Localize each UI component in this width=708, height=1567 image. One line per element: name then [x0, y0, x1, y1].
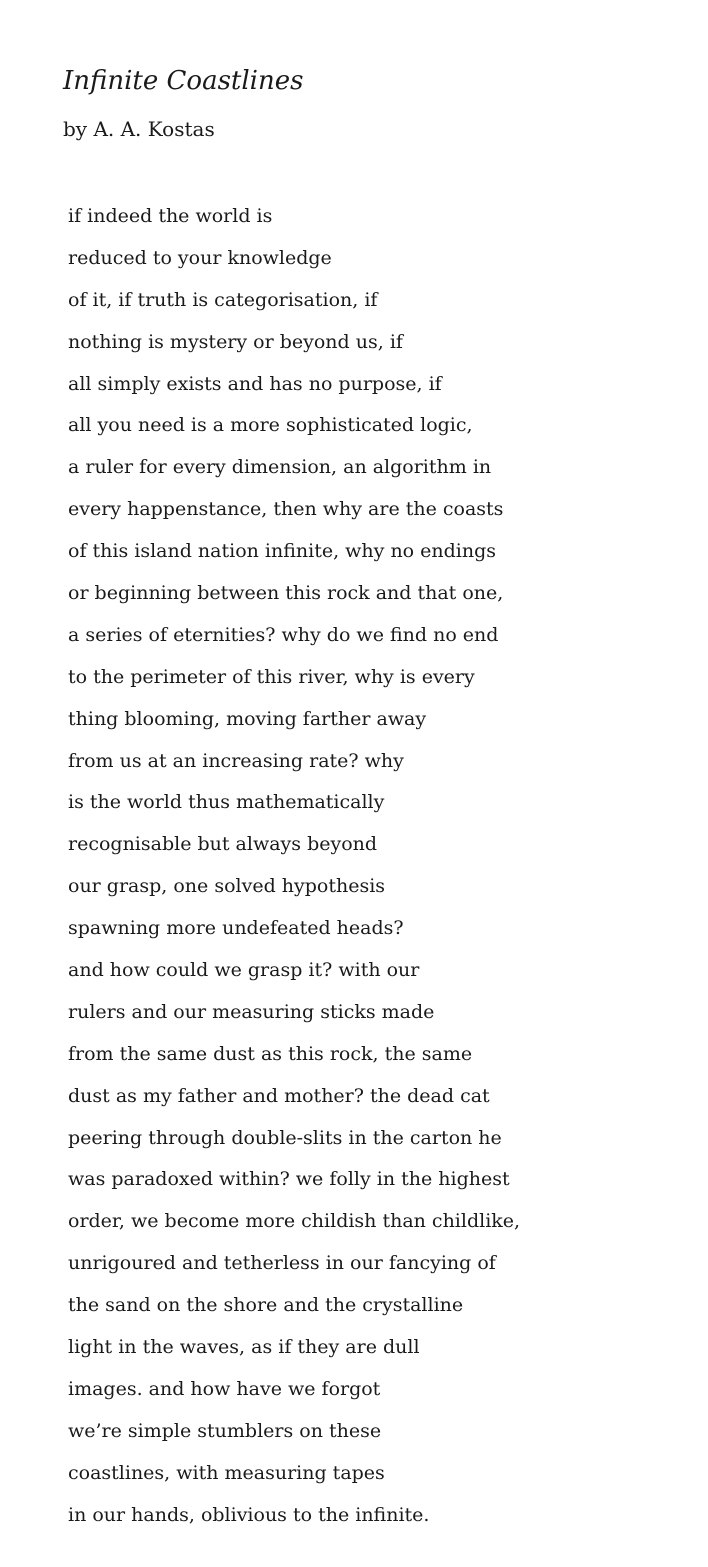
poem-line: from us at an increasing rate? why [68, 749, 404, 772]
poem-line: a ruler for every dimension, an algorithm in [68, 456, 492, 479]
poem-line: if indeed the world is [68, 205, 273, 227]
poem-line: from the same dust as this rock, the same [68, 1042, 473, 1065]
poem-line: is the world thus mathematically [68, 791, 385, 814]
poem-line: coastlines, with measuring tapes [68, 1461, 385, 1484]
poem-line: of it, if truth is categorisation, if [68, 288, 378, 311]
poem-line: our grasp, one solved hypothesis [68, 875, 386, 898]
poem-line: order, we become more childish than childlike, [68, 1210, 521, 1233]
poem-line: recognisable but always beyond [68, 833, 378, 856]
poem-line: the sand on the shore and the crystalline [68, 1294, 464, 1317]
poem-line: unrigoured and tetherless in our fancying of [68, 1252, 496, 1275]
poem-line: images. and how have we forgot [68, 1377, 381, 1400]
poem-line: dust as my father and mother? the dead cat [68, 1084, 490, 1107]
poem-line: rulers and our measuring sticks made [68, 1000, 435, 1023]
poem-line: in our hands, oblivious to the infinite. [68, 1503, 430, 1526]
poem-line: we’re simple stumblers on these [68, 1419, 382, 1442]
poem-line: thing blooming, moving farther away [68, 707, 427, 730]
poem-line: spawning more undefeated heads? [68, 917, 404, 940]
poem-line: light in the waves, as if they are dull [68, 1336, 420, 1359]
poem-line: all you need is a more sophisticated logic, [68, 414, 473, 437]
poem-line: or beginning between this rock and that one, [68, 582, 504, 605]
poem-line: of this island nation infinite, why no endings [68, 540, 497, 563]
poem-title: Infinite Coastlines [63, 66, 304, 96]
poem-body [68, 200, 520, 1541]
poem-line: all simply exists and has no purpose, if [68, 372, 442, 395]
poem-byline: by A. A. Kostas [63, 117, 215, 141]
poem-line: to the perimeter of this river, why is every [68, 665, 475, 688]
poem-line: a series of eternities? why do we find no end [68, 623, 499, 646]
poem-line: nothing is mystery or beyond us, if [68, 330, 403, 353]
poem-line: and how could we grasp it? with our [68, 959, 420, 982]
poem-line: was paradoxed within? we folly in the highest [68, 1168, 510, 1191]
poem-line: peering through double-slits in the carton he [68, 1126, 502, 1149]
poem-line: every happenstance, then why are the coasts [68, 498, 504, 521]
poem-line: reduced to your knowledge [68, 246, 332, 269]
